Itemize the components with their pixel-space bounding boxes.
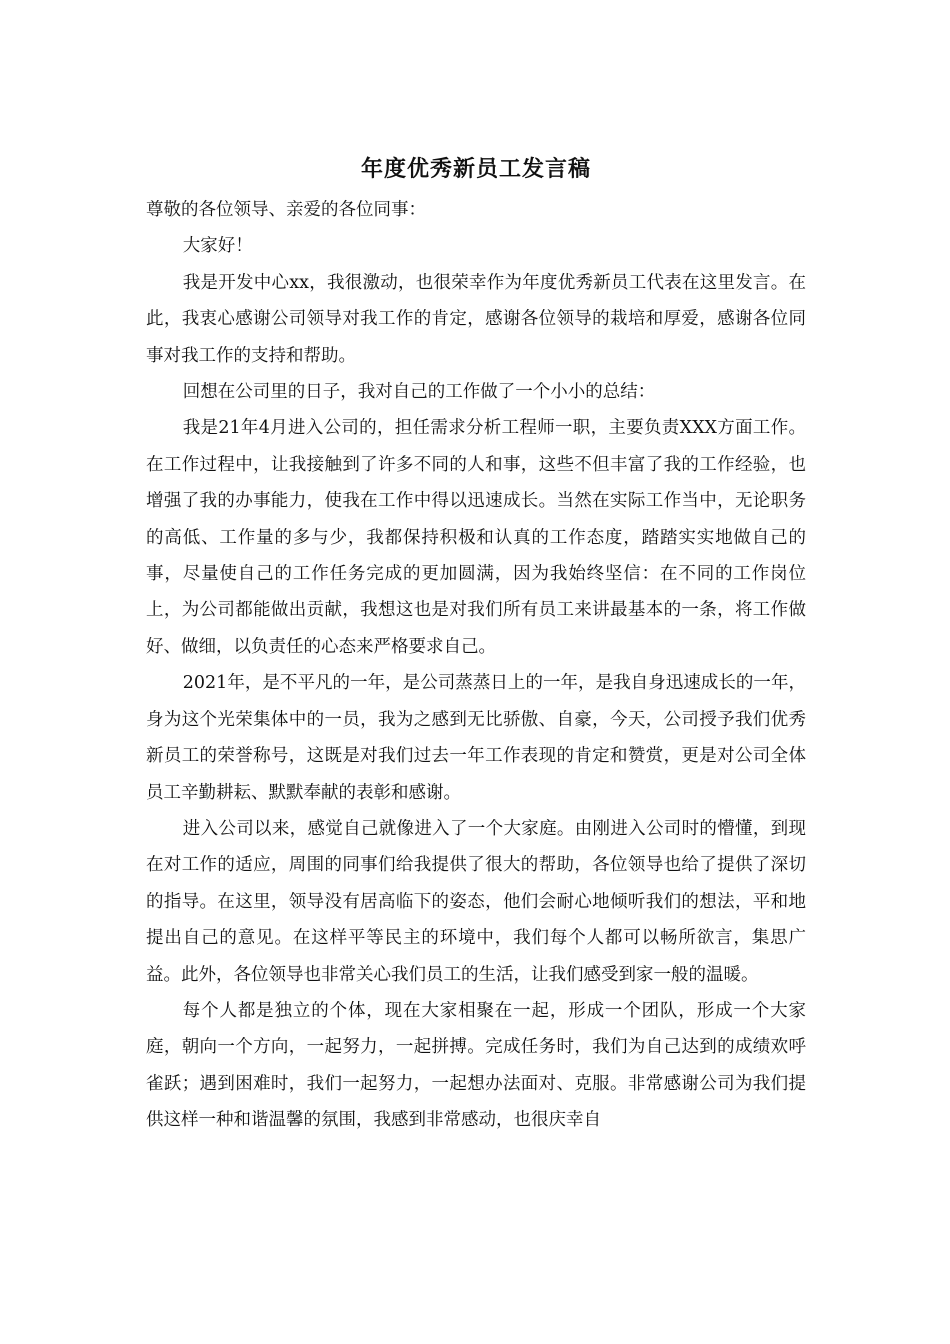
paragraph-work-summary: 我是21年4月进入公司的，担任需求分析工程师一职，主要负责XXX方面工作。在工作过程中，让我接触到了许多不同的人和事，这些不但丰富了我的工作经验，也增强了我的办事能力，使我在工作中得以迅速成长。当然在实际工作当中，无论职务的高低、工作量的多与少，我都保持积极和认真的工作态度，踏踏实实地做自己的事，尽量使自己的工作任务完成的更加圆满，因为我始终坚信：在不同的工作岗位上，为公司都能做出贡献，我想这也是对我们所有员工来讲最基本的一条，将工作做好、做细，以负责任的心态来严格要求自己。 bbox=[146, 418, 806, 657]
paragraph-greeting: 大家好！ bbox=[182, 236, 253, 257]
paragraph-company-family: 进入公司以来，感觉自己就像进入了一个大家庭。由刚进入公司时的懵懂，到现在对工作的适应，周围的同事们给我提供了很大的帮助，各位领导也给了提供了深切的指导。在这里，领导没有居高临下的姿态，他们会耐心地倾听我们的想法，平和地提出自己的意见。在这样平等民主的环境中，我们每个人都可以畅所欲言，集思广益。此外，各位领导也非常关心我们员工的生活，让我们感受到家一般的温暖。 bbox=[146, 818, 806, 985]
paragraph-intro: 我是开发中心xx，我很激动，也很荣幸作为年度优秀新员工代表在这里发言。在此，我衷心感谢公司领导对我工作的肯定，感谢各位领导的栽培和厚爱，感谢各位同事对我工作的支持和帮助。 bbox=[146, 272, 806, 366]
paragraph-summary-lead: 回想在公司里的日子，我对自己的工作做了一个小小的总结： bbox=[182, 382, 656, 403]
document-page bbox=[146, 150, 806, 1139]
paragraph-year-review: 2021年，是不平凡的一年，是公司蒸蒸日上的一年，是我自身迅速成长的一年，身为这个光荣集体中的一员，我为之感到无比骄傲、自豪，今天，公司授予我们优秀新员工的荣誉称号，这既是对我们过去一年工作表现的肯定和赞赏，更是对公司全体员工辛勤耕耘、默默奉献的表彰和感谢。 bbox=[146, 673, 806, 803]
paragraph-teamwork: 每个人都是独立的个体，现在大家相聚在一起，形成一个团队，形成一个大家庭，朝向一个方向，一起努力，一起拼搏。完成任务时，我们为自己达到的成绩欢呼雀跃；遇到困难时，我们一起努力，一起想办法面对、克服。非常感谢公司为我们提供这样一种和谐温馨的氛围，我感到非常感动，也很庆幸自 bbox=[146, 1000, 806, 1131]
salutation: 尊敬的各位领导、亲爱的各位同事： bbox=[146, 200, 426, 220]
document-title: 年度优秀新员工发言稿 bbox=[360, 156, 591, 182]
